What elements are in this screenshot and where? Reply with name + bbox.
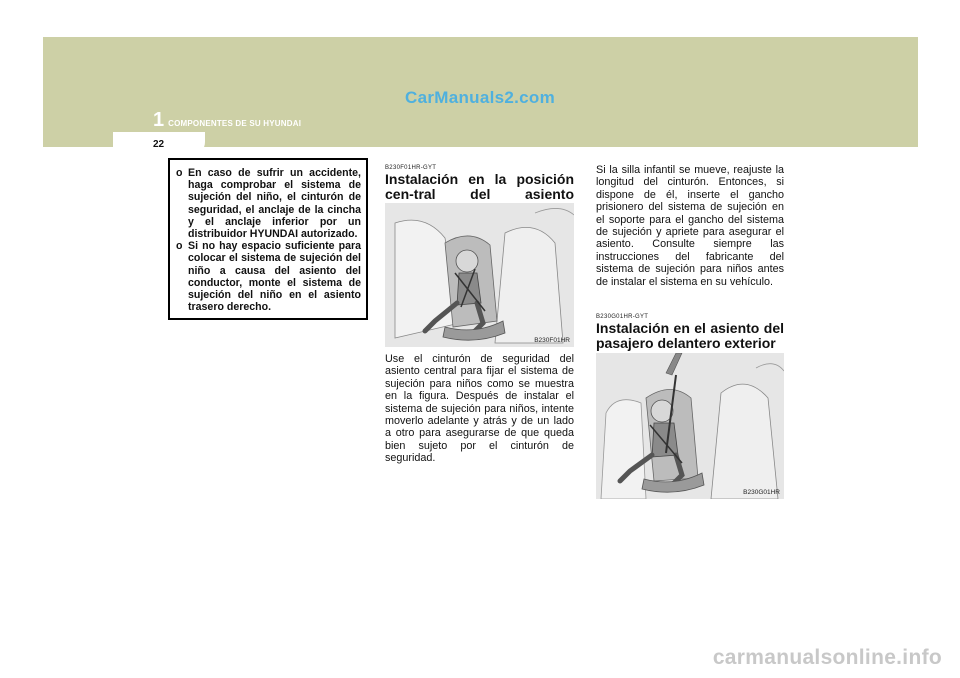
chapter-title: COMPONENTES DE SU HYUNDAI bbox=[168, 119, 302, 128]
figure-center bbox=[385, 203, 574, 347]
chapter-number: 1 bbox=[153, 109, 165, 131]
figure-code: B230G01HR bbox=[743, 489, 780, 496]
page-number: 22 bbox=[153, 139, 165, 150]
section-right bbox=[596, 314, 784, 351]
warning-box bbox=[168, 158, 368, 320]
warning-text: Si no hay espacio suficiente para colocar el sistema de sujeción del niño a causa del asiento del conductor, monte el sistema de sujeción del niño en el asiento trasero derecho. bbox=[188, 240, 361, 314]
section-heading: Instalación en la posición cen-tral del asiento bbox=[385, 171, 574, 202]
child-seat-center-illustration-icon bbox=[385, 203, 574, 347]
figure-right bbox=[596, 353, 784, 499]
warning-item bbox=[176, 167, 361, 240]
child-seat-outboard-illustration-icon bbox=[596, 353, 784, 499]
watermark-top[interactable]: CarManuals2.com bbox=[405, 88, 555, 107]
watermark-bottom[interactable]: carmanualsonline.info bbox=[712, 646, 942, 669]
bullet: o bbox=[176, 240, 183, 253]
section-code: B230F01HR-GYT bbox=[385, 165, 437, 171]
warning-text: En caso de sufrir un accidente, haga comprobar el sistema de sujeción del niño, el cinturón de seguridad, el anclaje de la cincha y el anclaje inferior por un distribuidor HYUNDAI autorizado. bbox=[188, 167, 361, 241]
warning-item bbox=[176, 240, 361, 313]
chapter-header bbox=[43, 110, 301, 130]
section-code: B230G01HR-GYT bbox=[596, 314, 649, 320]
figure-code: B230F01HR bbox=[534, 337, 570, 344]
bullet: o bbox=[176, 167, 183, 179]
section-right-intro: Si la silla infantil se mueve, reajuste la longitud del cinturón. Entonces, si dispone de él, inserte el gancho prisionero del sistema de sujeción en el soporte para el gancho del sistema de sujeción y apriete para asegurar el asiento. Consulte siempre las instrucciones del fabricante del sistema de sujeción para niños antes de instalar el sistema en su vehículo. bbox=[596, 164, 784, 288]
section-heading: Instalación en el asiento del pasajero delantero exterior bbox=[596, 320, 784, 351]
section-center-body: Use el cinturón de seguridad del asiento central para fijar el sistema de sujeción para niños como se muestra en la figura. Después de instalar el sistema de sujeción para niños, intente moverlo adelante y atrás y de un lado a otro para asegurarse de que queda bien sujeto por el cinturón de seguridad. bbox=[385, 353, 574, 465]
